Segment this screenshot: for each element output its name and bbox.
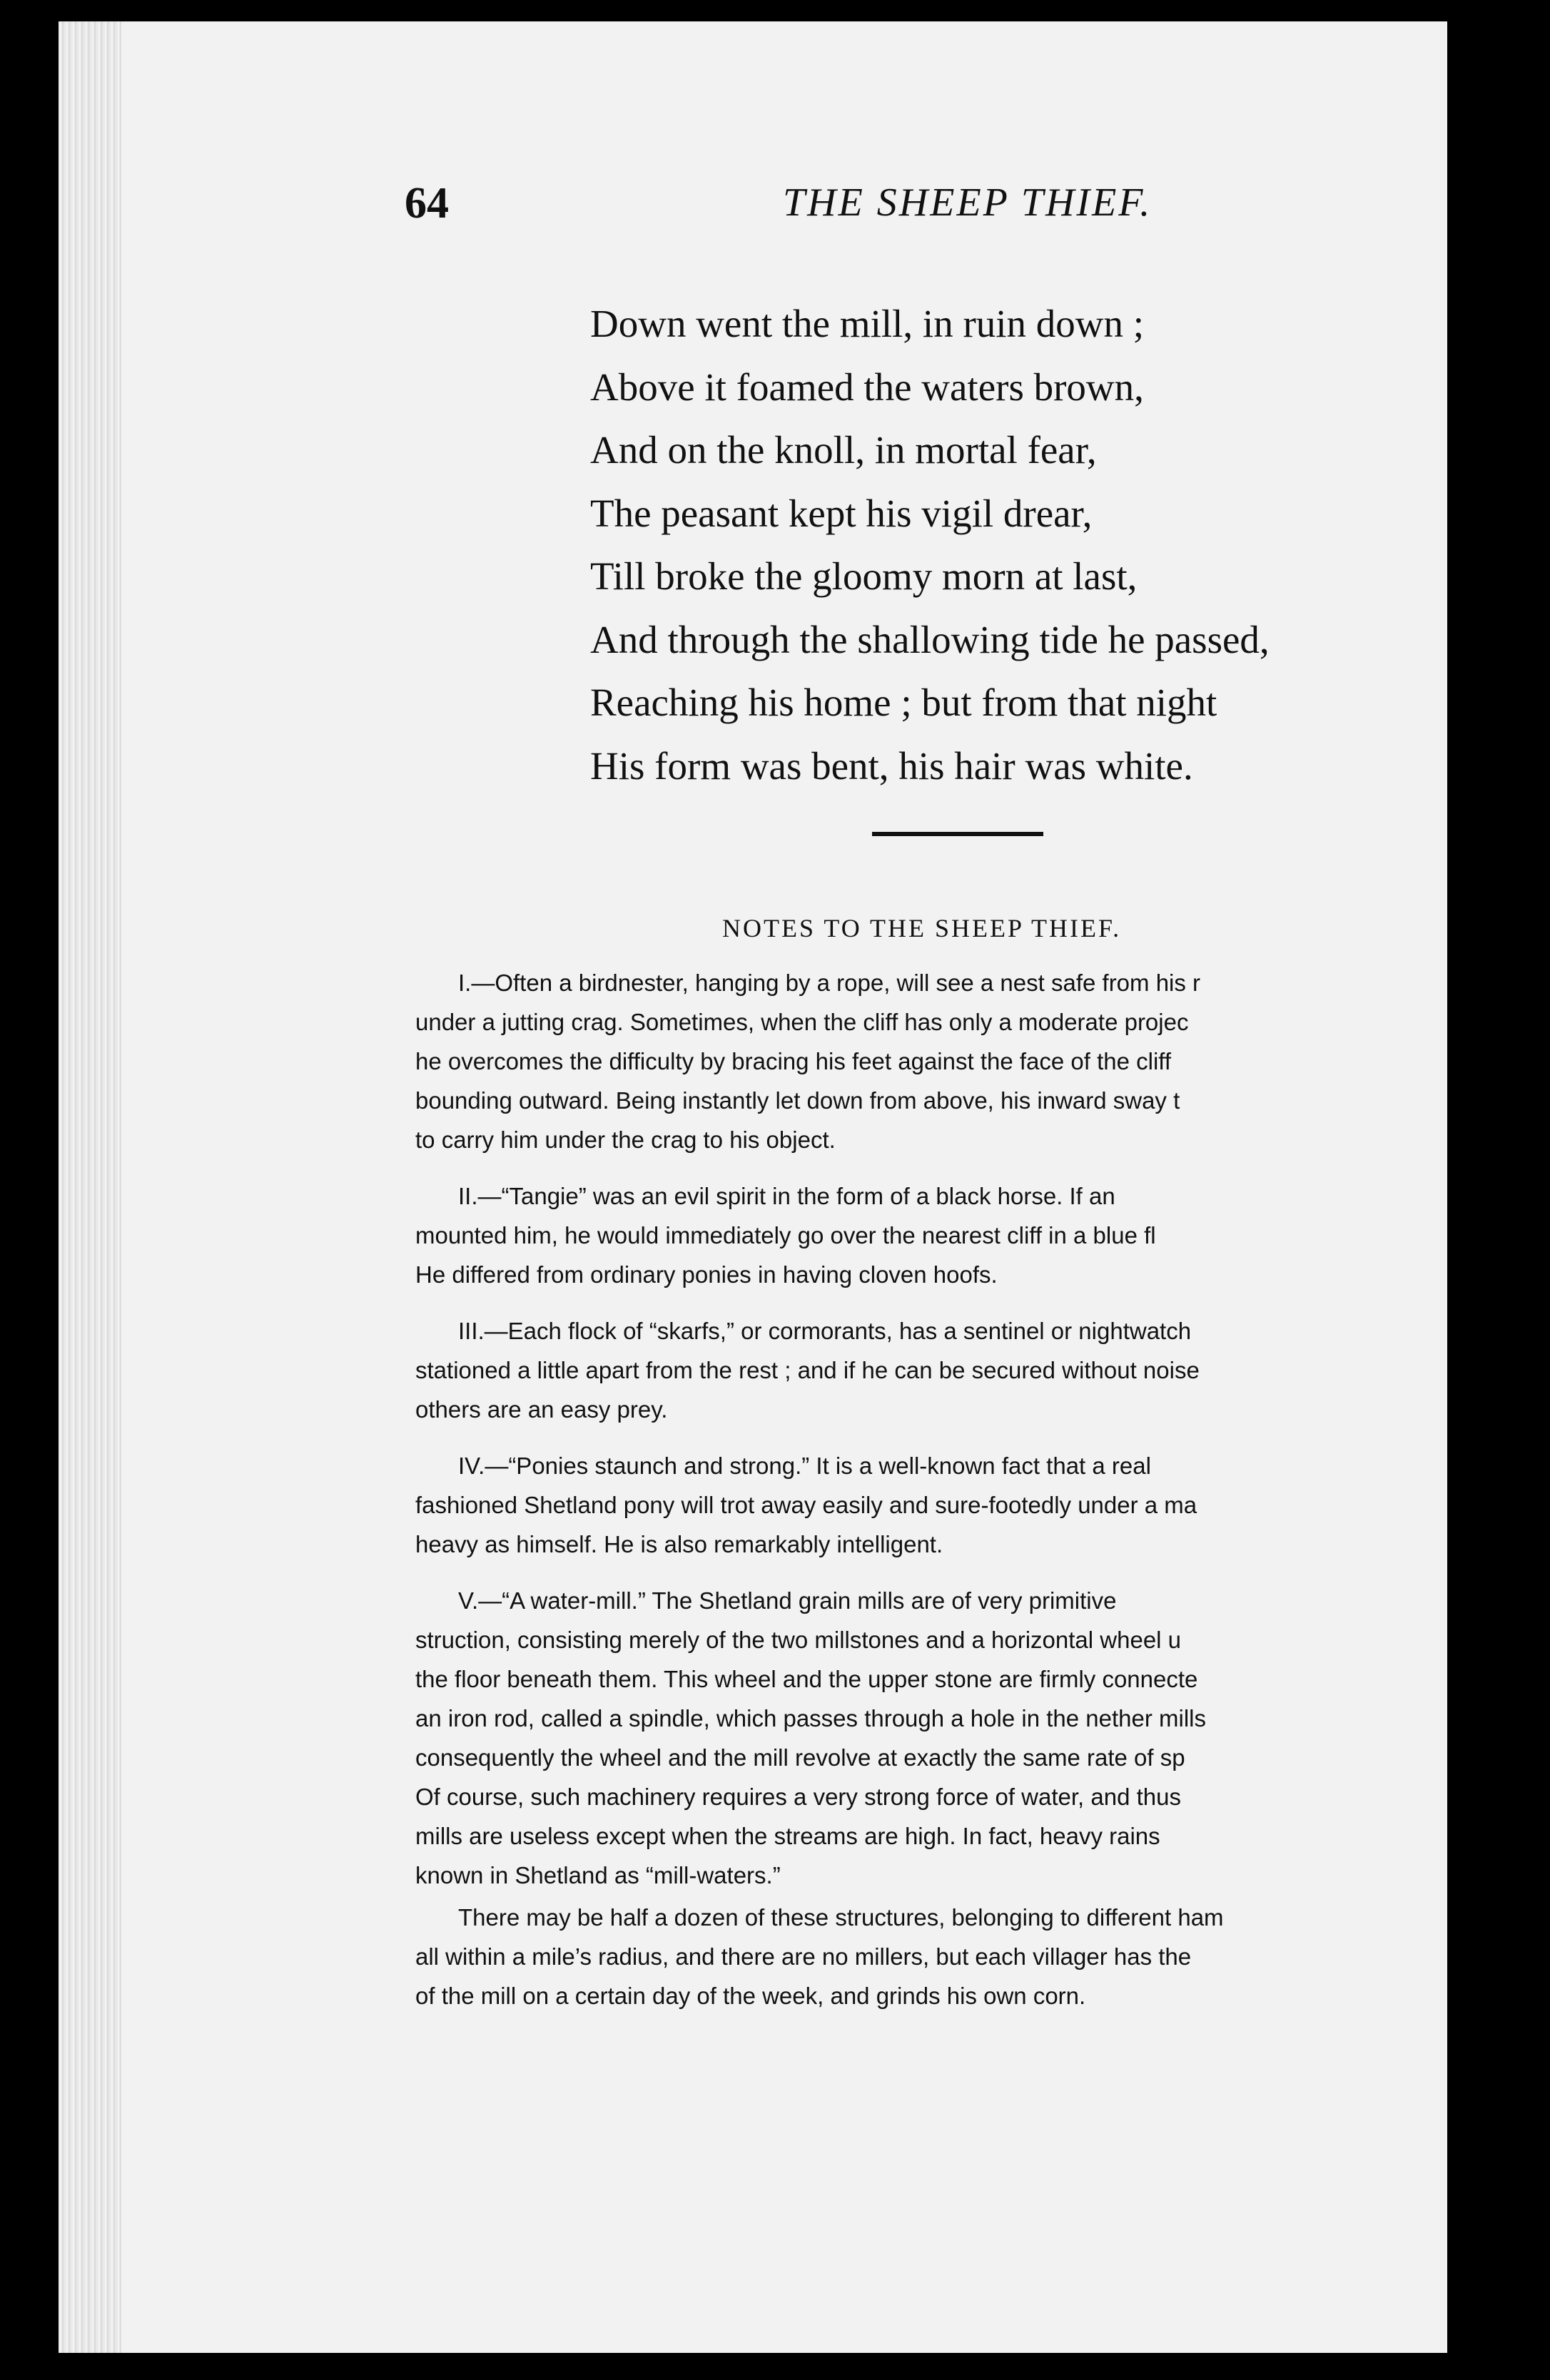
note-line: IV.—“Ponies staunch and strong.” It is a well-known fact that a real [458, 1453, 1151, 1479]
note-line: I.—Often a birdnester, hanging by a rope, will see a nest safe from his r [458, 970, 1201, 996]
note-line: of the mill on a certain day of the week, and grinds his own corn. [415, 1983, 1086, 2009]
note-item [415, 963, 1447, 1159]
poem-line: His form was bent, his hair was white. [590, 743, 1193, 788]
note-line: the floor beneath them. This wheel and the upper stone are firmly connecte [415, 1666, 1198, 1692]
note-line: stationed a little apart from the rest ; and if he can be secured without noise [415, 1357, 1200, 1383]
note-item [415, 1581, 1447, 1895]
poem-line: Till broke the gloomy morn at last, [590, 554, 1138, 598]
note-line: He differed from ordinary ponies in having cloven hoofs. [415, 1261, 998, 1288]
running-title: THE SHEEP THIEF. [783, 180, 1153, 225]
poem-line: Reaching his home ; but from that night [590, 681, 1217, 724]
section-divider [872, 832, 1043, 836]
note-line: II.—“Tangie” was an evil spirit in the form of a black horse. If an [458, 1183, 1115, 1209]
note-line: Of course, such machinery requires a very strong force of water, and thus [415, 1784, 1181, 1810]
note-item [415, 1446, 1447, 1564]
note-line: mounted him, he would immediately go over the nearest cliff in a blue fl [415, 1222, 1156, 1249]
poem-stanza [590, 293, 1447, 798]
note-line: III.—Each flock of “skarfs,” or cormorants, has a sentinel or nightwatch [458, 1318, 1192, 1344]
running-head [59, 178, 1447, 235]
note-line: he overcomes the difficulty by bracing his feet against the face of the cliff [415, 1048, 1172, 1074]
poem-line: And on the knoll, in mortal fear, [590, 428, 1097, 472]
notes-body [415, 963, 1447, 2033]
note-item [415, 1311, 1447, 1429]
note-item [415, 1176, 1447, 1294]
poem-line: And through the shallowing tide he passed, [590, 617, 1270, 661]
note-line: V.—“A water-mill.” The Shetland grain mills are of very primitive [458, 1587, 1117, 1614]
book-page [59, 21, 1447, 2353]
page-edge [59, 21, 121, 2353]
note-line: others are an easy prey. [415, 1396, 668, 1423]
note-item [415, 1898, 1447, 2015]
notes-title: NOTES TO THE SHEEP THIEF. [722, 914, 1122, 942]
note-line: struction, consisting merely of the two millstones and a horizontal wheel u [415, 1627, 1182, 1653]
note-line: consequently the wheel and the mill revolve at exactly the same rate of sp [415, 1744, 1185, 1771]
poem-line: The peasant kept his vigil drear, [590, 491, 1093, 535]
note-line: heavy as himself. He is also remarkably intelligent. [415, 1531, 943, 1557]
note-line: There may be half a dozen of these structures, belonging to different ham [458, 1904, 1224, 1931]
poem-line: Above it foamed the waters brown, [590, 365, 1144, 409]
note-line: all within a mile’s radius, and there are no millers, but each villager has the [415, 1943, 1192, 1970]
note-line: known in Shetland as “mill-waters.” [415, 1862, 781, 1888]
poem-line: Down went the mill, in ruin down ; [590, 302, 1145, 345]
page-number: 64 [405, 179, 449, 228]
note-line: bounding outward. Being instantly let down from above, his inward sway t [415, 1087, 1180, 1114]
note-line: fashioned Shetland pony will trot away easily and sure-footedly under a ma [415, 1492, 1197, 1518]
note-line: an iron rod, called a spindle, which passes through a hole in the nether mills [415, 1705, 1206, 1731]
note-line: mills are useless except when the streams are high. In fact, heavy rains [415, 1823, 1160, 1849]
note-line: under a jutting crag. Sometimes, when the cliff has only a moderate projec [415, 1009, 1189, 1035]
note-line: to carry him under the crag to his object. [415, 1127, 836, 1153]
